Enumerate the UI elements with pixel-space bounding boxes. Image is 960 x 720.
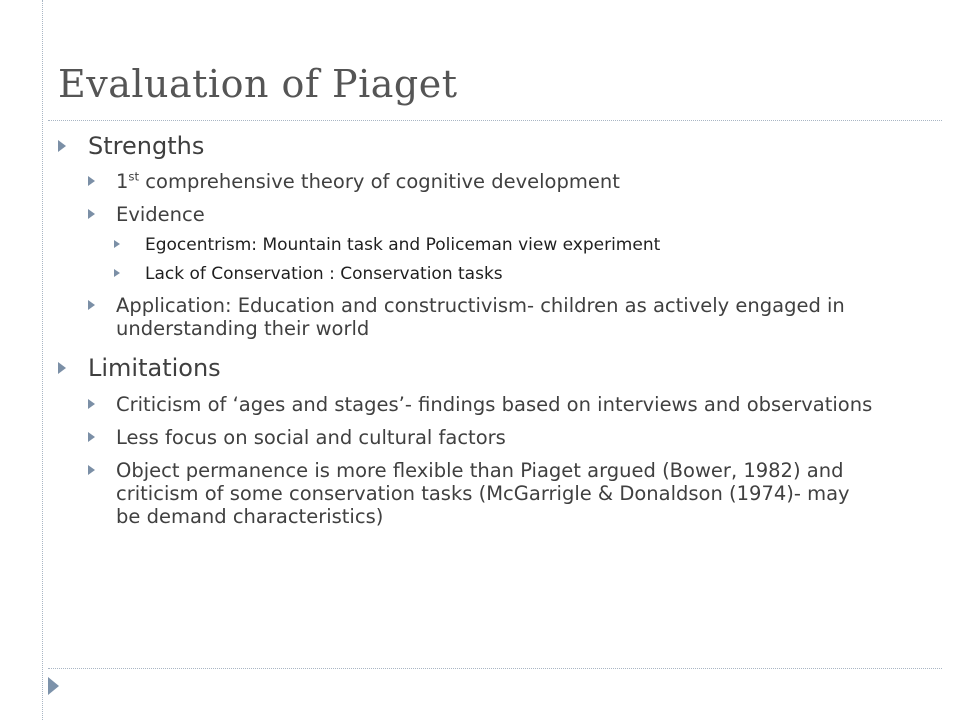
triangle-bullet-icon: [88, 465, 95, 475]
bullet-conservation: [114, 264, 878, 284]
triangle-bullet-icon: [114, 240, 120, 248]
footer-dotted-rule: [48, 668, 942, 669]
corner-triangle-icon: [48, 677, 59, 695]
evidence-heading: Evidence: [116, 203, 205, 227]
application-text: Application: Education and constructivism- children as actively engaged in understanding their world: [116, 294, 845, 341]
left-dotted-rule: [42, 0, 43, 720]
slide-content: [58, 132, 878, 528]
theory-text: comprehensive theory of cognitive development: [139, 170, 620, 194]
triangle-bullet-icon: [58, 140, 66, 152]
slide-title: Evaluation of Piaget: [58, 62, 458, 106]
object-permanence-text: Object permanence is more flexible than Piaget argued (Bower, 1982) and criticism of some conservation tasks (McGarrigle & Donaldson (1974)- may be demand characteristics): [116, 458, 850, 528]
theory-ordinal: 1: [116, 170, 129, 194]
theory-ordinal-suffix: st: [128, 169, 140, 184]
bullet-social-factors: [86, 426, 878, 449]
triangle-bullet-icon: [88, 432, 95, 442]
bullet-strengths: [58, 132, 878, 160]
conservation-text: Lack of Conservation : Conservation tasks: [145, 264, 503, 285]
bullet-evidence: [86, 203, 878, 226]
title-dotted-rule: [48, 120, 942, 121]
triangle-bullet-icon: [88, 176, 95, 186]
bullet-criticism-ages: [86, 393, 878, 416]
social-factors-text: Less focus on social and cultural factors: [116, 425, 506, 449]
bullet-object-permanence: [86, 459, 878, 528]
triangle-bullet-icon: [88, 300, 95, 310]
strengths-heading: Strengths: [88, 132, 205, 160]
bullet-theory: [86, 170, 878, 193]
triangle-bullet-icon: [88, 399, 95, 409]
triangle-bullet-icon: [114, 269, 120, 277]
egocentrism-text: Egocentrism: Mountain task and Policeman view experiment: [145, 235, 661, 256]
bullet-limitations: [58, 354, 878, 382]
triangle-bullet-icon: [88, 209, 95, 219]
bullet-application: [86, 294, 878, 340]
limitations-heading: Limitations: [88, 354, 221, 383]
criticism-ages-text: Criticism of ‘ages and stages’- findings based on interviews and observations: [116, 392, 873, 416]
triangle-bullet-icon: [58, 362, 66, 374]
bullet-egocentrism: [114, 235, 878, 255]
